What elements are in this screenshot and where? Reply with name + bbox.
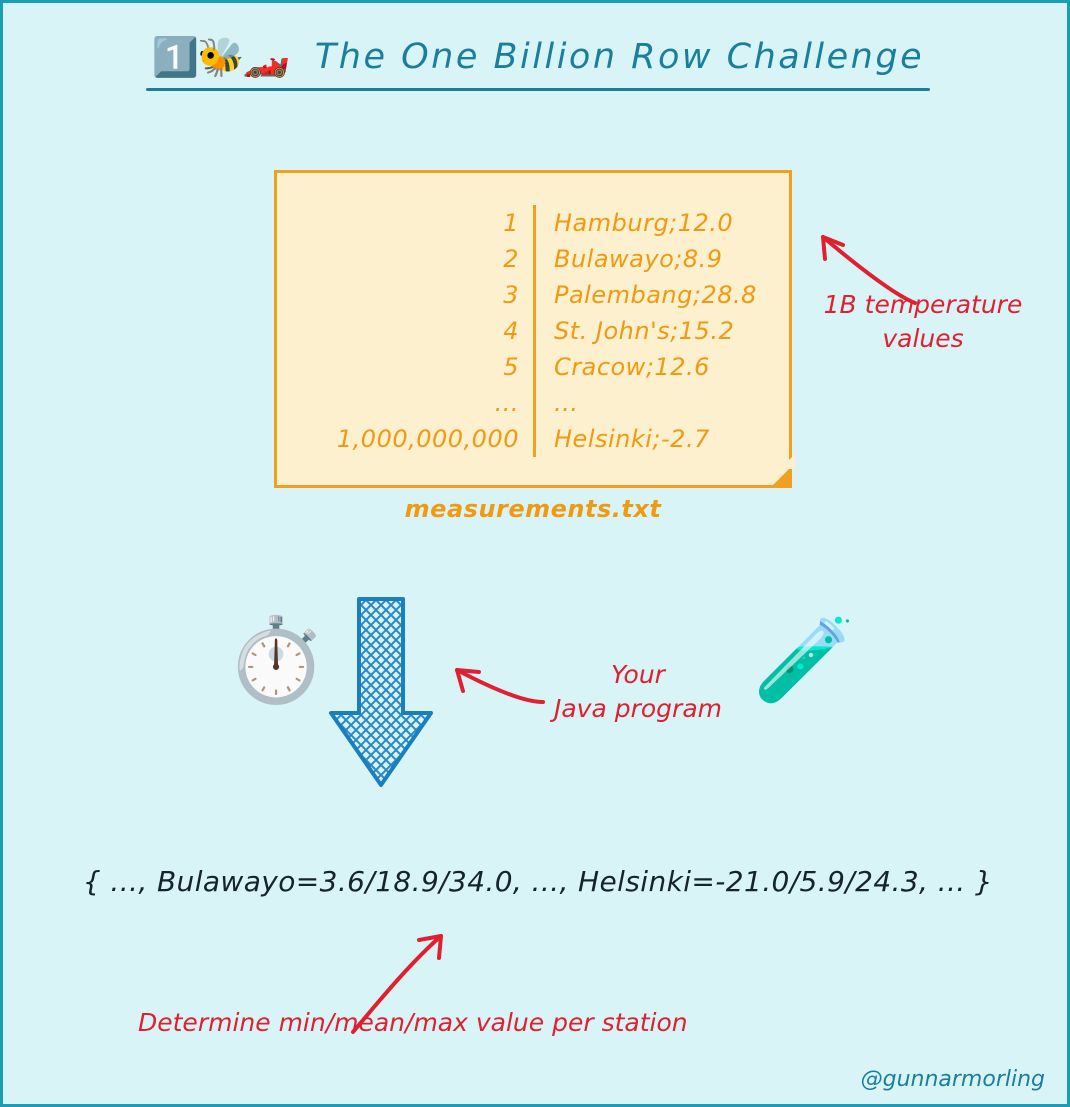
down-arrow-icon: [321, 595, 441, 795]
annotation-line-2: Java program: [553, 693, 723, 723]
title-underline: [146, 88, 930, 91]
row-value: Hamburg;12.0: [535, 205, 790, 241]
row-number: 2: [503, 245, 519, 273]
row-number: 3: [503, 281, 519, 309]
row-number: 5: [503, 353, 519, 381]
row-value: Palembang;28.8: [535, 277, 790, 313]
file-name-label: measurements.txt: [404, 495, 662, 523]
title-row: [3, 37, 1070, 91]
annotation-line-1: 1B temperature: [823, 290, 1023, 319]
annotation-one-billion-values: [793, 288, 1053, 356]
measurements-rows-table: [277, 205, 789, 457]
page-fold-corner: [770, 466, 792, 488]
result-output-line: { ..., Bulawayo=3.6/18.9/34.0, ..., Helsinki=-21.0/5.9/24.3, ... }: [82, 865, 994, 898]
row-number: 1: [503, 209, 519, 237]
table-row: [277, 313, 789, 349]
table-row: [277, 205, 789, 241]
table-row: [277, 241, 789, 277]
annotation-line-2: values: [882, 323, 964, 353]
title-block: [146, 37, 930, 91]
page-title: The One Billion Row Challenge: [314, 37, 925, 77]
stopwatch-icon: ⏱️: [225, 613, 328, 708]
annotation-determine: Determine min/mean/max value per station: [138, 1008, 688, 1037]
author-handle: @gunnarmorling: [860, 1067, 1045, 1092]
row-value: Bulawayo;8.9: [535, 241, 790, 277]
row-number: 4: [503, 317, 519, 345]
table-row: [277, 421, 789, 457]
table-row: [277, 385, 789, 421]
annotation-your-java-program: [523, 658, 753, 726]
measurements-file-card: [274, 170, 792, 488]
row-number: ...: [494, 389, 519, 417]
row-value: ...: [535, 385, 790, 421]
table-row: [277, 277, 789, 313]
row-value: Cracow;12.6: [535, 349, 790, 385]
page-fold-corner-inner: [780, 454, 795, 469]
table-row: [277, 349, 789, 385]
row-value: Helsinki;-2.7: [535, 421, 790, 457]
test-tube-icon: 🧪: [753, 613, 856, 708]
title-emoji-group: 1️⃣🐝🏎️: [151, 35, 288, 79]
row-number: 1,000,000,000: [336, 425, 519, 453]
annotation-line-1: Your: [611, 660, 665, 689]
row-value: St. John's;15.2: [535, 313, 790, 349]
